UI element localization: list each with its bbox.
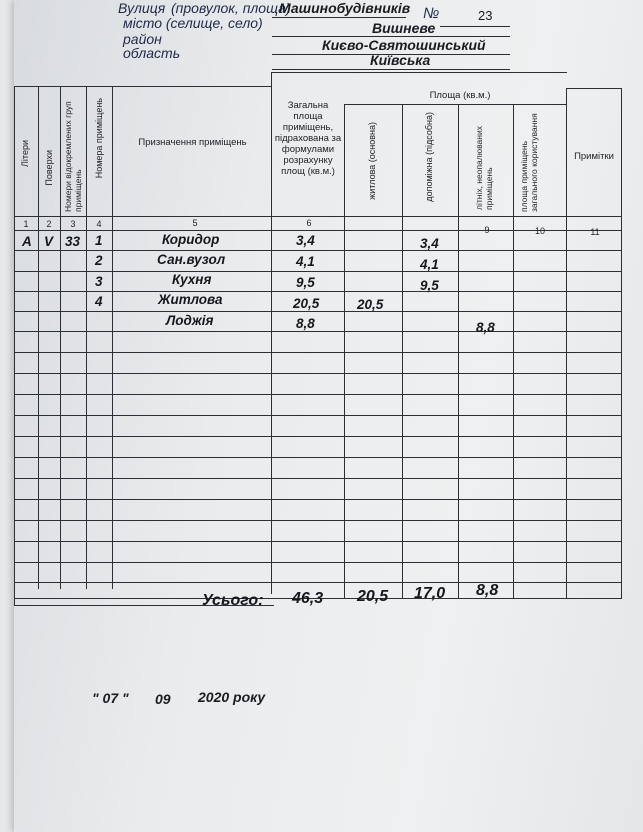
col-header-floors: Поверхи xyxy=(44,150,54,186)
col-number: 1 xyxy=(23,219,29,229)
row-total: 20,5 xyxy=(293,296,320,311)
col-header-total-area: Загальна площа приміщень, підрахована за формулами розрахунку площ (кв.м.) xyxy=(274,100,342,177)
col-header-room-numbers: Номера приміщень xyxy=(94,98,104,179)
totals-label: Усього: xyxy=(202,592,264,609)
col-number: 3 xyxy=(70,219,76,229)
street-value: Машинобудівників xyxy=(279,0,411,16)
totals-living: 20,5 xyxy=(357,588,389,605)
row-number: 3 xyxy=(95,274,103,289)
row-name: Сан.вузол xyxy=(157,252,226,267)
town-label: місто (селище, село) xyxy=(123,15,263,31)
row-name: Лоджія xyxy=(166,313,214,328)
row-number: 2 xyxy=(95,253,103,268)
region-value: Київська xyxy=(370,52,431,68)
col-number: 2 xyxy=(46,219,52,229)
row-living: 20,5 xyxy=(357,297,384,312)
number-label: № xyxy=(423,5,440,22)
row-aux: 9,5 xyxy=(420,278,439,293)
row-name: Коридор xyxy=(162,232,220,247)
col-number: 9 xyxy=(484,225,490,235)
row-group: 33 xyxy=(65,234,81,249)
row-total: 4,1 xyxy=(296,254,315,269)
col-header-letters: Літери xyxy=(20,140,30,167)
row-letter: A xyxy=(22,234,32,249)
row-total: 9,5 xyxy=(296,275,315,290)
col-header-area-group: Площа (кв.м.) xyxy=(429,90,491,101)
street-hint: (провулок, площа) xyxy=(171,0,291,16)
col-header-common: площа приміщень загального користування xyxy=(519,113,539,212)
totals-summer: 8,8 xyxy=(476,582,499,599)
street-label: Вулиця xyxy=(118,0,166,16)
row-total: 8,8 xyxy=(296,316,315,331)
date-day: " 07 " xyxy=(92,690,129,706)
col-number: 10 xyxy=(534,226,545,236)
region-label: область xyxy=(123,45,181,61)
col-header-auxiliary: допоміжна (підсобна) xyxy=(424,112,434,202)
number-value: 23 xyxy=(478,8,493,23)
date-month: 09 xyxy=(155,691,171,707)
col-header-living: житлова (основна) xyxy=(367,122,377,200)
totals-total: 46,3 xyxy=(292,590,324,607)
district-value: Києво-Святошинський xyxy=(322,37,486,53)
row-number: 1 xyxy=(95,233,103,248)
col-header-summer: літніх, неопалюваних приміщень xyxy=(474,126,494,210)
col-header-groups: Номери відокремлених груп приміщень xyxy=(63,101,83,212)
town-value: Вишневе xyxy=(372,20,436,36)
row-total: 3,4 xyxy=(296,233,315,248)
row-floor: V xyxy=(44,234,54,249)
col-number: 11 xyxy=(590,227,600,237)
totals-aux: 17,0 xyxy=(414,585,446,602)
col-header-notes: Примітки xyxy=(574,151,614,162)
col-header-purpose: Призначення приміщень xyxy=(138,137,247,148)
row-aux: 4,1 xyxy=(420,257,439,272)
col-number: 4 xyxy=(96,219,102,229)
row-number: 4 xyxy=(95,294,103,309)
row-name: Кухня xyxy=(172,272,212,287)
district-label: район xyxy=(123,31,162,47)
row-summer: 8,8 xyxy=(476,320,495,335)
col-number: 6 xyxy=(306,218,312,228)
row-aux: 3,4 xyxy=(420,236,439,251)
date-year: 2020 року xyxy=(198,689,266,705)
col-number: 5 xyxy=(192,218,198,228)
row-name: Житлова xyxy=(158,292,223,307)
